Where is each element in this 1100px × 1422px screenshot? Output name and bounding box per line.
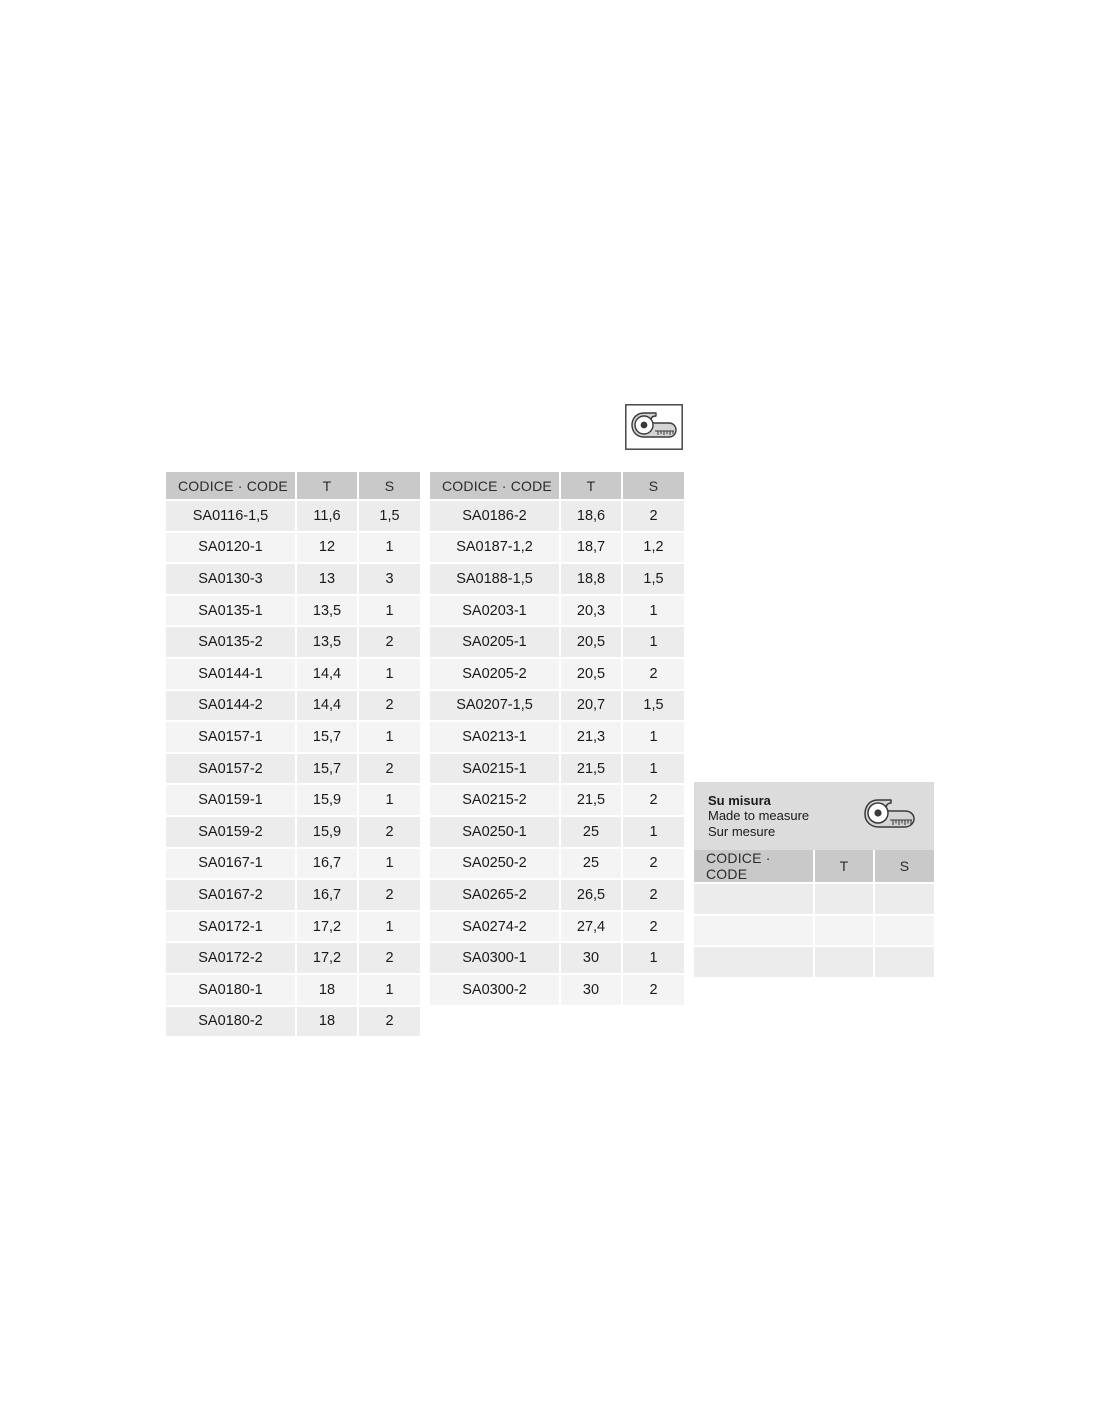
table-row (166, 911, 420, 943)
column-header-code: CODICE · CODE (166, 472, 296, 500)
cell-code: SA0172-2 (166, 942, 296, 974)
cell-s: 2 (622, 784, 684, 816)
cell-code: SA0250-1 (430, 816, 560, 848)
cell-t: 16,7 (296, 879, 358, 911)
table-row (430, 784, 684, 816)
cell-code: SA0213-1 (430, 721, 560, 753)
cell-t: 18 (296, 974, 358, 1006)
table-row (430, 974, 684, 1006)
cell-s: 1,5 (622, 690, 684, 722)
cell-s: 1 (358, 848, 420, 880)
cell-t: 26,5 (560, 879, 622, 911)
table-row (166, 974, 420, 1006)
cell-s: 1 (622, 595, 684, 627)
cell-s: 1 (358, 658, 420, 690)
cell-code: SA0144-2 (166, 690, 296, 722)
cell-code: SA0130-3 (166, 563, 296, 595)
made-to-measure-panel (694, 782, 934, 979)
table-row (694, 915, 934, 947)
table-row (166, 626, 420, 658)
cell-code (694, 915, 814, 947)
table-row (166, 595, 420, 627)
table-row (430, 816, 684, 848)
cell-s: 1 (622, 816, 684, 848)
table-row (430, 721, 684, 753)
table-header-row (694, 850, 934, 883)
cell-s: 1 (622, 626, 684, 658)
cell-code: SA0300-2 (430, 974, 560, 1006)
cell-s (874, 915, 934, 947)
cell-s: 2 (622, 658, 684, 690)
cell-code: SA0300-1 (430, 942, 560, 974)
cell-s: 1 (622, 721, 684, 753)
column-header-s: S (622, 472, 684, 500)
cell-t: 11,6 (296, 500, 358, 532)
cell-code: SA0274-2 (430, 911, 560, 943)
table-row (166, 1006, 420, 1038)
cell-code: SA0135-2 (166, 626, 296, 658)
cell-t: 30 (560, 974, 622, 1006)
column-header-code: CODICE · CODE (430, 472, 560, 500)
cell-code: SA0144-1 (166, 658, 296, 690)
table-row (430, 848, 684, 880)
cell-code: SA0180-2 (166, 1006, 296, 1038)
cell-code: SA0207-1,5 (430, 690, 560, 722)
cell-t (814, 883, 874, 915)
cell-code: SA0215-2 (430, 784, 560, 816)
table-row (166, 753, 420, 785)
table-row (166, 532, 420, 564)
cell-code: SA0157-2 (166, 753, 296, 785)
cell-t: 17,2 (296, 911, 358, 943)
cell-t: 12 (296, 532, 358, 564)
made-to-measure-title-it: Su misura (708, 792, 771, 808)
table-made-to-measure (694, 850, 934, 979)
cell-t: 17,2 (296, 942, 358, 974)
table-header-row (166, 472, 420, 500)
cell-t: 21,5 (560, 784, 622, 816)
table-row (166, 879, 420, 911)
cell-s (874, 946, 934, 978)
table-row (430, 658, 684, 690)
cell-t: 13 (296, 563, 358, 595)
table-row (166, 848, 420, 880)
cell-t: 20,7 (560, 690, 622, 722)
column-header-code: CODICE · CODE (694, 850, 814, 883)
cell-t: 15,7 (296, 721, 358, 753)
cell-s: 2 (358, 1006, 420, 1038)
cell-s: 1,5 (622, 563, 684, 595)
cell-code: SA0167-2 (166, 879, 296, 911)
table-row (694, 946, 934, 978)
cell-code: SA0116-1,5 (166, 500, 296, 532)
cell-code: SA0159-1 (166, 784, 296, 816)
measuring-tape-icon (625, 404, 683, 450)
column-header-t: T (814, 850, 874, 883)
table-header-row (430, 472, 684, 500)
cell-t: 25 (560, 848, 622, 880)
cell-t: 30 (560, 942, 622, 974)
table-row (166, 500, 420, 532)
table-row (430, 690, 684, 722)
cell-t: 27,4 (560, 911, 622, 943)
table-row (166, 721, 420, 753)
cell-code (694, 883, 814, 915)
cell-t: 21,5 (560, 753, 622, 785)
table-right-body (430, 500, 684, 1006)
cell-t: 18,8 (560, 563, 622, 595)
table-row (430, 595, 684, 627)
cell-s: 2 (358, 879, 420, 911)
made-to-measure-title-fr: Sur mesure (708, 823, 776, 839)
cell-s: 2 (358, 626, 420, 658)
cell-s: 2 (358, 816, 420, 848)
column-header-s: S (874, 850, 934, 883)
cell-s: 1 (358, 784, 420, 816)
cell-code: SA0188-1,5 (430, 563, 560, 595)
made-to-measure-header (694, 782, 934, 850)
cell-s: 1 (358, 911, 420, 943)
cell-code: SA0159-2 (166, 816, 296, 848)
cell-s: 1 (358, 974, 420, 1006)
table-made-to-measure-body (694, 883, 934, 978)
cell-s: 1 (358, 721, 420, 753)
cell-s: 2 (622, 911, 684, 943)
cell-s: 1,5 (358, 500, 420, 532)
cell-s: 2 (358, 690, 420, 722)
cell-code: SA0205-2 (430, 658, 560, 690)
spec-table-left (166, 472, 420, 1038)
table-row (430, 563, 684, 595)
table-row (430, 753, 684, 785)
cell-t: 14,4 (296, 690, 358, 722)
cell-t: 14,4 (296, 658, 358, 690)
cell-t: 20,5 (560, 626, 622, 658)
cell-t (814, 946, 874, 978)
column-header-t: T (296, 472, 358, 500)
table-row (166, 563, 420, 595)
column-header-s: S (358, 472, 420, 500)
table-row (694, 883, 934, 915)
table-row (430, 626, 684, 658)
cell-code: SA0203-1 (430, 595, 560, 627)
cell-t: 15,7 (296, 753, 358, 785)
cell-s: 2 (358, 942, 420, 974)
cell-s: 1 (622, 942, 684, 974)
table-row (166, 942, 420, 974)
cell-code: SA0187-1,2 (430, 532, 560, 564)
cell-s: 1 (358, 595, 420, 627)
cell-code: SA0167-1 (166, 848, 296, 880)
cell-t: 18,7 (560, 532, 622, 564)
table-row (430, 879, 684, 911)
cell-s: 2 (358, 753, 420, 785)
cell-code: SA0120-1 (166, 532, 296, 564)
cell-t: 18,6 (560, 500, 622, 532)
cell-t (814, 915, 874, 947)
spec-table-right (430, 472, 684, 1007)
cell-s: 2 (622, 974, 684, 1006)
cell-t: 18 (296, 1006, 358, 1038)
cell-code: SA0205-1 (430, 626, 560, 658)
table-right (430, 472, 684, 1007)
table-row (430, 500, 684, 532)
cell-s: 1 (622, 753, 684, 785)
cell-s: 1 (358, 532, 420, 564)
cell-code: SA0135-1 (166, 595, 296, 627)
table-row (430, 911, 684, 943)
table-row (166, 690, 420, 722)
made-to-measure-title-en: Made to measure (708, 808, 810, 824)
cell-t: 16,7 (296, 848, 358, 880)
table-row (166, 816, 420, 848)
cell-t: 13,5 (296, 626, 358, 658)
cell-t: 25 (560, 816, 622, 848)
cell-code: SA0265-2 (430, 879, 560, 911)
cell-t: 13,5 (296, 595, 358, 627)
cell-code: SA0172-1 (166, 911, 296, 943)
table-left (166, 472, 420, 1038)
cell-code: SA0186-2 (430, 500, 560, 532)
cell-t: 20,3 (560, 595, 622, 627)
table-row (430, 942, 684, 974)
cell-t: 20,5 (560, 658, 622, 690)
measuring-tape-icon (862, 793, 924, 839)
cell-s: 1,2 (622, 532, 684, 564)
cell-code: SA0250-2 (430, 848, 560, 880)
table-row (430, 532, 684, 564)
cell-t: 21,3 (560, 721, 622, 753)
cell-code: SA0157-1 (166, 721, 296, 753)
table-left-body (166, 500, 420, 1037)
column-header-t: T (560, 472, 622, 500)
made-to-measure-labels (708, 793, 809, 840)
cell-s: 2 (622, 500, 684, 532)
table-row (166, 784, 420, 816)
cell-t: 15,9 (296, 784, 358, 816)
cell-s (874, 883, 934, 915)
cell-code: SA0215-1 (430, 753, 560, 785)
cell-code (694, 946, 814, 978)
cell-s: 2 (622, 848, 684, 880)
cell-s: 2 (622, 879, 684, 911)
cell-code: SA0180-1 (166, 974, 296, 1006)
cell-s: 3 (358, 563, 420, 595)
cell-t: 15,9 (296, 816, 358, 848)
table-row (166, 658, 420, 690)
